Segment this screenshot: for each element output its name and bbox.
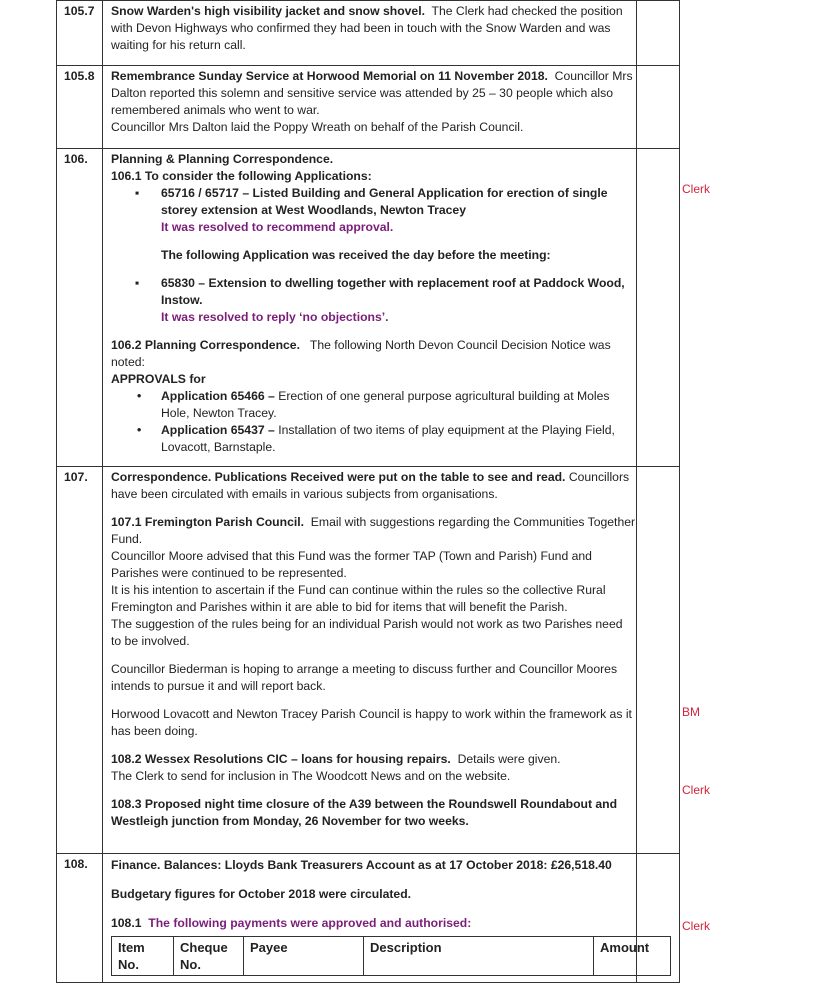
minute-row-105-7 xyxy=(56,0,680,66)
action-owner-bm: BM xyxy=(682,705,700,719)
minute-row-106 xyxy=(56,149,680,467)
action-cell xyxy=(636,854,680,982)
minute-row-107 xyxy=(56,467,680,854)
application-65830: ▪ 65830 – Extension to dwelling together with replacement roof at Paddock Wood, Instow. xyxy=(111,275,636,309)
col-description: Description xyxy=(364,937,594,976)
col-payee: Payee xyxy=(244,937,364,976)
decision-65466: • Application 65466 – Erection of one general purpose agricultural building at Moles Hole, Newton Tracey. xyxy=(111,388,636,422)
subitem-106-2-text: The following North Devon Council Decision Notice was noted: xyxy=(111,338,611,369)
action-cell xyxy=(636,1,680,65)
paragraph: The Clerk to send for inclusion in The Woodcott News and on the website. xyxy=(111,769,511,783)
subitem-108-3: 108.3 Proposed night time closure of the A39 between the Roundswell Roundabout and Westleigh junction from Monday, 26 November for two weeks. xyxy=(111,797,618,828)
approvals-label: APPROVALS for xyxy=(111,372,206,386)
subitem-108-2-title: 108.2 Wessex Resolutions CIC – loans for housing repairs. xyxy=(111,752,451,766)
subitem-106-1: 106.1 To consider the following Applications: xyxy=(111,169,372,183)
payments-table xyxy=(111,936,671,976)
action-cell xyxy=(636,66,680,148)
col-item-no: Item No. xyxy=(112,937,174,976)
item-title: Planning & Planning Correspondence. xyxy=(111,152,334,166)
finance-balance: Finance. Balances: Lloyds Bank Treasurers Account as at 17 October 2018: £26,518.40 xyxy=(111,858,612,872)
item-number: 106. xyxy=(57,149,103,466)
paragraph: Councillor Biederman is hoping to arrange a meeting to discuss further and Councillor Moores intends to pursue it and will report back. xyxy=(111,662,618,693)
item-title: Correspondence. Publications Received were put on the table to see and read. xyxy=(111,470,566,484)
minute-row-108 xyxy=(56,854,680,983)
action-owner-clerk: Clerk xyxy=(682,783,711,797)
item-text: Councillors have been circulated with emails in various subjects from organisations. xyxy=(111,470,630,501)
payments-table-header xyxy=(112,937,671,976)
paragraph: Horwood Lovacott and Newton Tracey Parish Council is happy to work within the framework as it has been doing. xyxy=(111,707,632,738)
payments-resolution: The following payments were approved and authorised: xyxy=(148,916,472,930)
action-cell xyxy=(636,149,680,466)
subitem-108-1-number: 108.1 xyxy=(111,916,142,930)
item-number: 105.8 xyxy=(57,66,103,148)
col-amount: Amount xyxy=(594,937,671,976)
item-number: 107. xyxy=(57,467,103,853)
item-text: The Clerk had checked the position with Devon Highways who confirmed they had been in touch with the Snow Warden and was waiting for his return call. xyxy=(111,4,623,52)
action-owner-clerk: Clerk xyxy=(682,919,711,933)
resolution-no-objections: It was resolved to reply ‘no objections’. xyxy=(161,310,389,324)
budget-note: Budgetary figures for October 2018 were circulated. xyxy=(111,887,412,901)
decision-65437: • Application 65437 – Installation of two items of play equipment at the Playing Field, Lovacott, Barnstaple. xyxy=(111,422,636,456)
late-application-intro: The following Application was received the day before the meeting: xyxy=(161,248,551,262)
item-text: Councillor Mrs Dalton reported this solemn and sensitive service was attended by 25 – 30 people which also remembered animals who went to war. xyxy=(111,69,633,117)
item-title: Remembrance Sunday Service at Horwood Memorial on 11 November 2018. xyxy=(111,69,548,83)
col-cheque-no: Cheque No. xyxy=(174,937,244,976)
subitem-106-2-title: 106.2 Planning Correspondence. xyxy=(111,338,300,352)
action-owner-clerk: Clerk xyxy=(682,182,711,196)
subitem-107-1-title: 107.1 Fremington Parish Council. xyxy=(111,515,305,529)
minute-row-105-8 xyxy=(56,66,680,149)
item-number: 105.7 xyxy=(57,1,103,65)
paragraph: It is his intention to ascertain if the Fund can continue within the rules so the collective Rural Fremington and Parishes within it are able to bid for items that will benefit the Parish. xyxy=(111,583,606,614)
application-65716: ▪ 65716 / 65717 – Listed Building and General Application for erection of single storey extension at West Woodlands, Newton Tracey xyxy=(111,185,636,219)
resolution-approval: It was resolved to recommend approval. xyxy=(161,220,394,234)
item-title: Snow Warden's high visibility jacket and snow shovel. xyxy=(111,4,425,18)
subitem-108-2-text: Details were given. xyxy=(457,752,561,766)
action-cell xyxy=(636,467,680,853)
paragraph: Councillor Moore advised that this Fund was the former TAP (Town and Parish) Fund and Parishes were continued to be represented. xyxy=(111,549,592,580)
item-text-2: Councillor Mrs Dalton laid the Poppy Wreath on behalf of the Parish Council. xyxy=(111,120,524,134)
subitem-107-1-text: Email with suggestions regarding the Communities Together Fund. xyxy=(111,515,636,546)
paragraph: The suggestion of the rules being for an individual Parish would not work as two Parishes need to be involved. xyxy=(111,617,623,648)
item-number: 108. xyxy=(57,854,103,982)
